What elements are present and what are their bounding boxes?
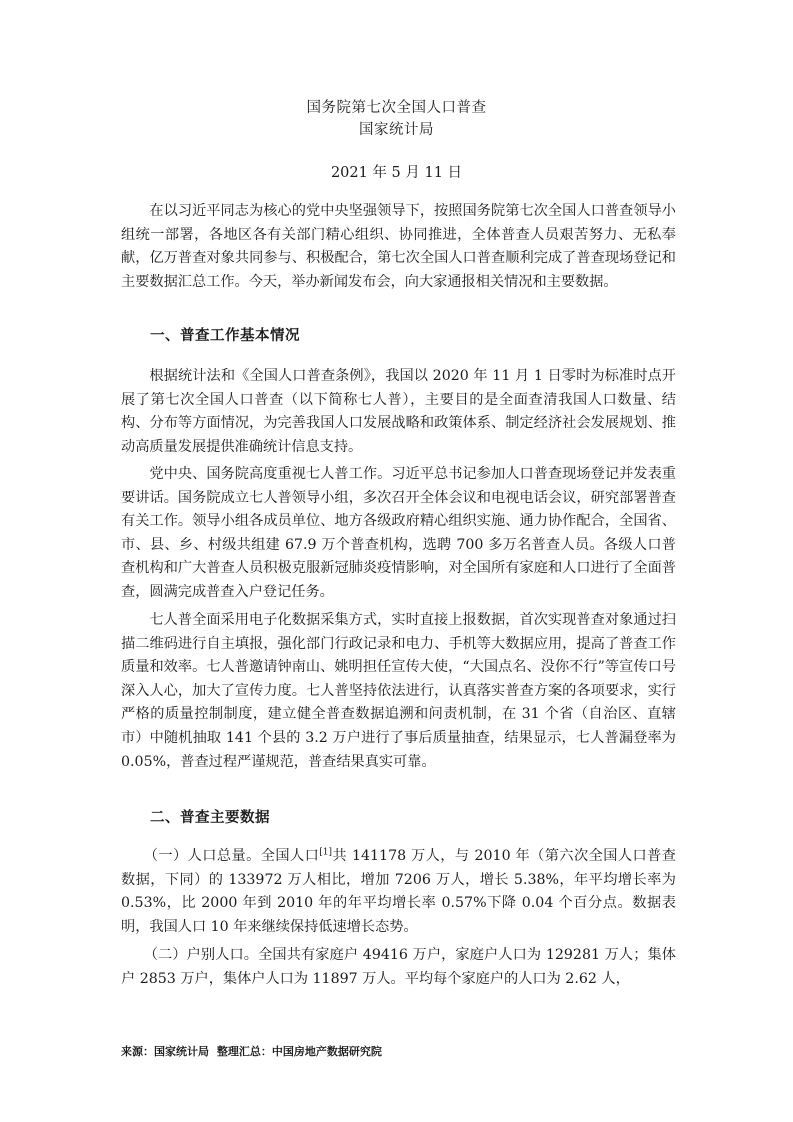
para-text-after-note: 共 141178 万人，与 2010 年（第六次全国人口普查数据，下同）的 133972 万人相比，增加 7206 万人，增长 5.38%，年平均增长率为 0.53%，比 2000 年到 2010 年的年平均增长率 0.57%下降 0.04 个百分点。数据表明，我国人口 10 年来继续保持低速增长态势。	[121, 848, 676, 935]
section-2-paragraph-2: （二）户别人口。全国共有家庭户 49416 万户，家庭户人口为 129281 万人；集体户 2853 万户，集体户人口为 11897 万人。平均每个家庭户的人口为 2.62 人，	[121, 947, 676, 987]
compiler-label: 整理汇总：中国房地产数据研究院	[216, 1045, 382, 1058]
intro-paragraph: 在以习近平同志为核心的党中央坚强领导下，按照国务院第七次全国人口普查领导小组统一部署，各地区各有关部门精心组织、协同推进，全体普查人员艰苦努力、无私奉献，亿万普查对象共同参与、积极配合，第七次全国人口普查顺利完成了普查现场登记和主要数据汇总工作。今天，举办新闻发布会，向大家通报相关情况和主要数据。	[121, 203, 676, 290]
section-2-paragraph-1	[121, 845, 676, 939]
section-2-heading: 二、普查主要数据	[150, 810, 270, 826]
issuer-line-1: 国务院第七次全国人口普查	[306, 100, 487, 116]
source-label: 来源：国家统计局	[121, 1045, 209, 1058]
footnote-marker[interactable]: [1]	[319, 847, 332, 858]
document-date: 2021 年 5 月 11 日	[330, 165, 463, 181]
section-1-paragraph-3: 七人普全面采用电子化数据采集方式，实时直接上报数据，首次实现普查对象通过扫描二维码进行自主填报，强化部门行政记录和电力、手机等大数据应用，提高了普查工作质量和效率。七人普邀请钟南山、姚明担任宣传大使，“大国点名、没你不行”等宣传口号深入人心，加大了宣传力度。七人普坚持依法进行，认真落实普查方案的各项要求，实行严格的质量控制制度，建立健全普查数据追溯和问责机制，在 31 个省（自治区、直辖市）中随机抽取 141 个县的 3.2 万户进行了事后质量抽查，结果显示，七人普漏登率为 0.05%，普查过程严谨规范，普查结果真实可靠。	[121, 612, 676, 770]
para-text-before-note: （一）人口总量。全国人口	[143, 848, 320, 864]
section-1-paragraph-2: 党中央、国务院高度重视七人普工作。习近平总书记参加人口普查现场登记并发表重要讲话。国务院成立七人普领导小组，多次召开全体会议和电视电话会议，研究部署普查有关工作。领导小组各成员单位、地方各级政府精心组织实施、通力协作配合，全国省、市、县、乡、村级共组建 67.9 万个普查机构，选聘 700 多万名普查人员。各级人口普查机构和广大普查人员积极克服新冠肺炎疫情影响，对全国所有家庭和人口进行了全面普查，圆满完成普查入户登记任务。	[121, 466, 676, 600]
issuer-line-2: 国家统计局	[359, 122, 434, 138]
source-footer	[121, 1043, 382, 1059]
section-1-paragraph-1: 根据统计法和《全国人口普查条例》，我国以 2020 年 11 月 1 日零时为标准时点开展了第七次全国人口普查（以下简称七人普），主要目的是全面查清我国人口数量、结构、分布等方面情况，为完善我国人口发展战略和政策体系、制定经济社会发展规划、推动高质量发展提供准确统计信息支持。	[121, 368, 676, 455]
section-1-heading: 一、普查工作基本情况	[150, 328, 300, 344]
